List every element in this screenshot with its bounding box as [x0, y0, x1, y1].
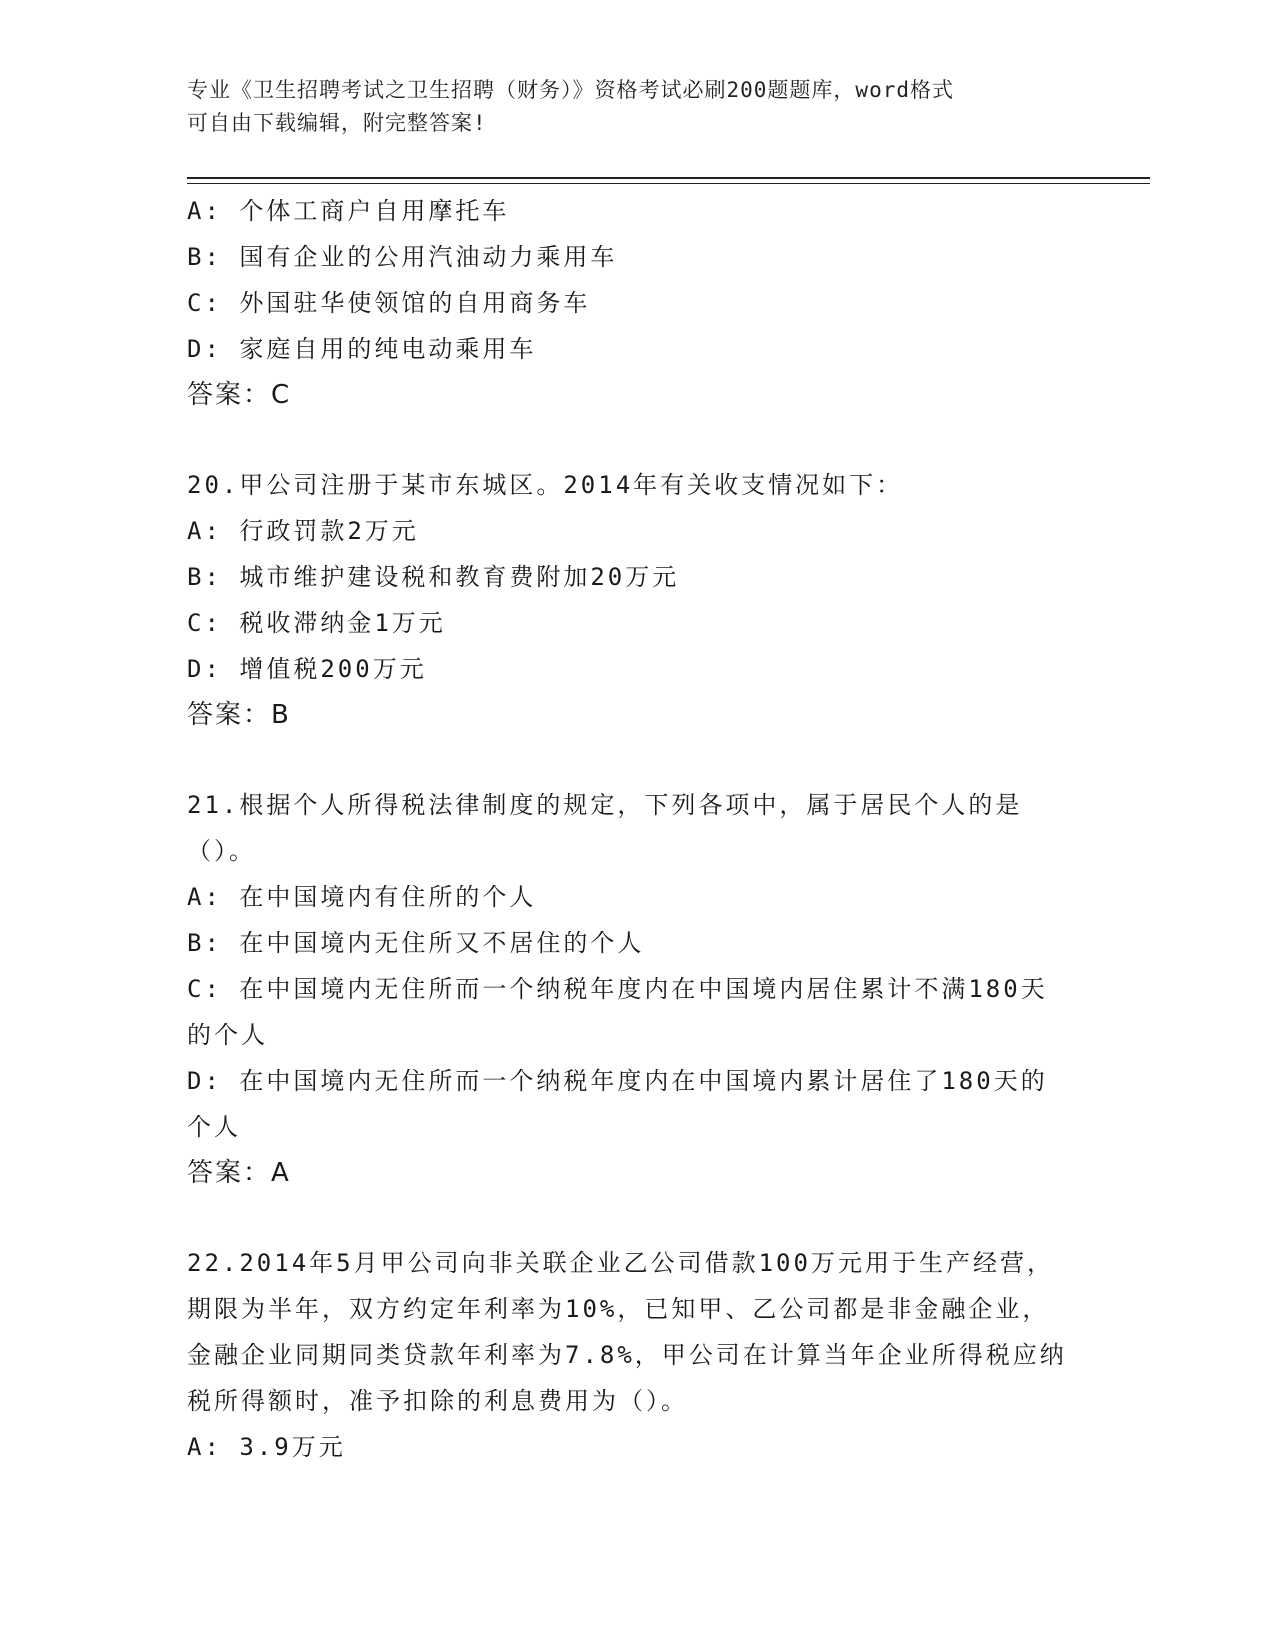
option-d: D: 家庭自用的纯电动乘用车 — [187, 335, 537, 363]
option-a: A: 3.9万元 — [187, 1433, 346, 1461]
spacer — [187, 418, 1067, 462]
option-b: B: 国有企业的公用汽油动力乘用车 — [187, 243, 618, 271]
header-title-line-1: 专业《卫生招聘考试之卫生招聘（财务）》资格考试必刷200题题库，word格式 — [187, 78, 954, 102]
option-a: A: 个体工商户自用摩托车 — [187, 197, 510, 225]
option-c: C: 税收滞纳金1万元 — [187, 609, 446, 637]
question-22 — [187, 1240, 1067, 1470]
document-header — [187, 74, 1067, 140]
option-b: B: 在中国境内无住所又不居住的个人 — [187, 929, 645, 957]
question-stem: 22.2014年5月甲公司向非关联企业乙公司借款100万元用于生产经营，期限为半年，双方约定年利率为10%，已知甲、乙公司都是非金融企业，金融企业同期同类贷款年利率为7.8%，甲公司在计算当年企业所得税应纳税所得额时，准予扣除的利息费用为（）。 — [187, 1249, 1067, 1415]
answer: 答案：A — [187, 1158, 291, 1188]
option-a: A: 在中国境内有住所的个人 — [187, 883, 537, 911]
option-d: D: 增值税200万元 — [187, 655, 427, 683]
option-c: C: 在中国境内无住所而一个纳税年度内在中国境内居住累计不满180天的个人 — [187, 975, 1048, 1049]
option-c: C: 外国驻华使领馆的自用商务车 — [187, 289, 591, 317]
question-stem: 21.根据个人所得税法律制度的规定，下列各项中，属于居民个人的是（）。 — [187, 791, 1023, 865]
answer: 答案：C — [187, 380, 292, 410]
option-d: D: 在中国境内无住所而一个纳税年度内在中国境内累计居住了180天的个人 — [187, 1067, 1048, 1141]
question-list — [187, 188, 1067, 1470]
spacer — [187, 738, 1067, 782]
question-stem: 20.甲公司注册于某市东城区。2014年有关收支情况如下： — [187, 471, 904, 499]
question-21 — [187, 782, 1067, 1196]
option-a: A: 行政罚款2万元 — [187, 517, 419, 545]
question-19 — [187, 188, 1067, 418]
header-title-line-2: 可自由下载编辑，附完整答案! — [187, 111, 487, 135]
question-20 — [187, 462, 1067, 738]
header-rule-thick — [187, 177, 1150, 179]
answer: 答案：B — [187, 700, 291, 730]
header-rule-thin — [187, 183, 1150, 184]
spacer — [187, 1196, 1067, 1240]
option-b: B: 城市维护建设税和教育费附加20万元 — [187, 563, 680, 591]
